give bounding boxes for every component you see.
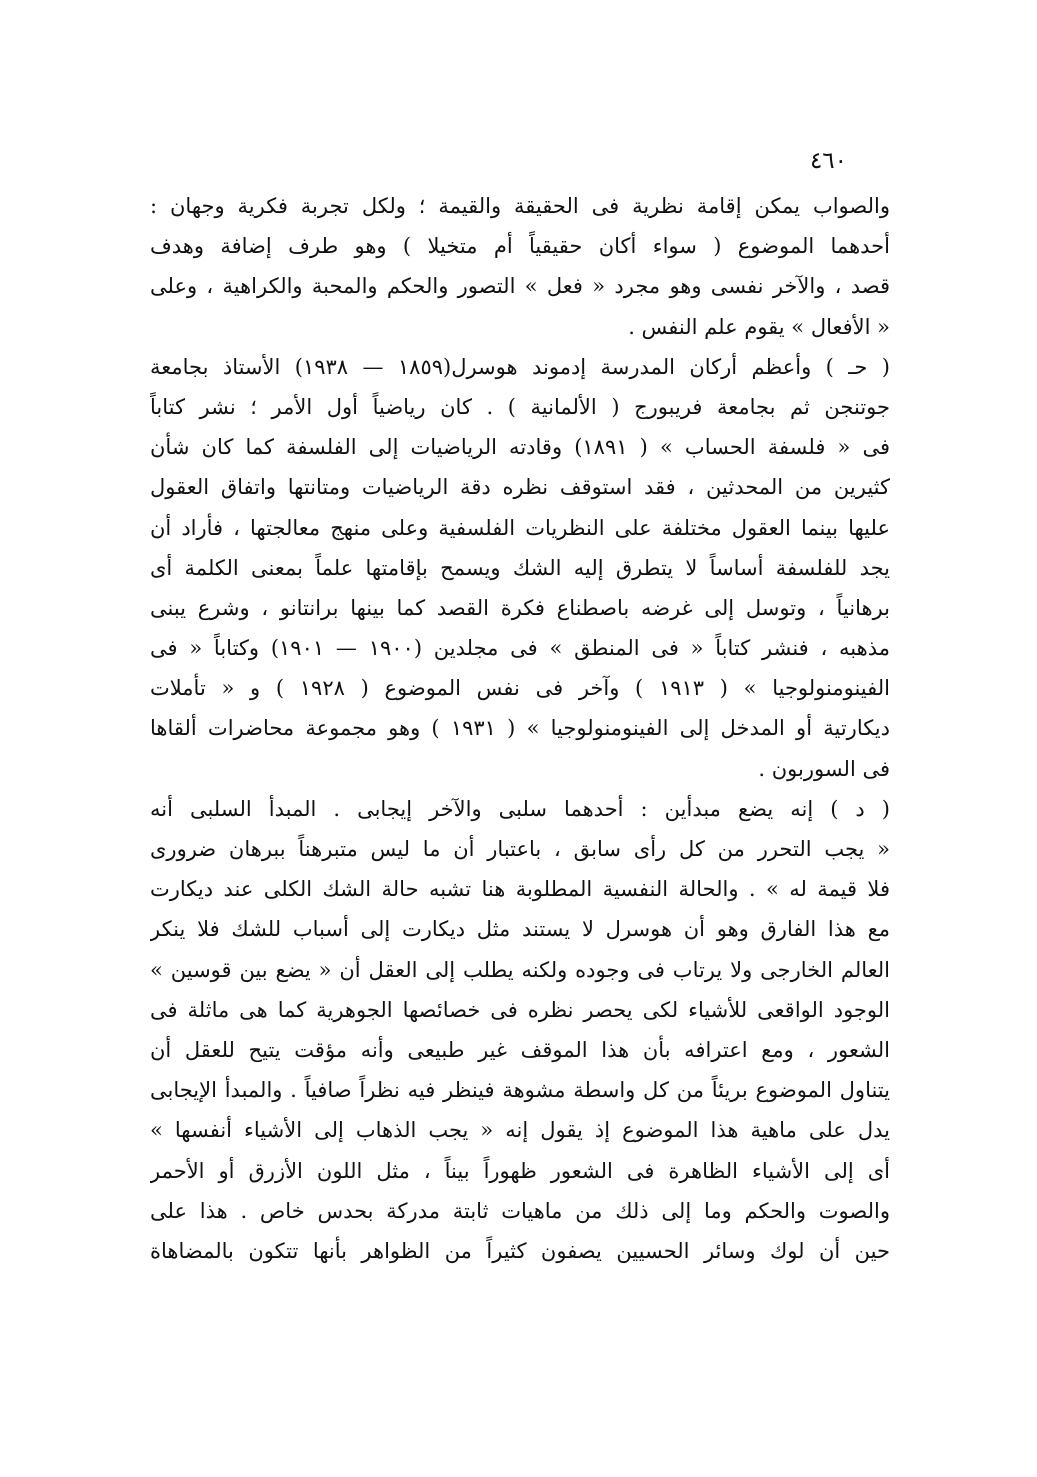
paragraph-1 [150,186,890,347]
text-line: والصوت والحكم وما إلى ذلك من ماهيات ثابتة مدركة بحدس خاص . هذا على [150,1198,890,1223]
text-line: برهانياً ، وتوسل إلى غرضه باصطناع فكرة القصد كما بينها برانتانو ، وشرع يبنى [150,595,890,620]
text-line: فلا قيمة له » . والحالة النفسية المطلوبة هنا تشبه حالة الشك الكلى عند ديكارت [150,877,890,902]
text-line: يتناول الموضوع بريئاً من كل واسطة مشوهة فينظر فيه نظراً صافياً . والمبدأ الإيجابى [150,1078,890,1103]
text-line: الوجود الواقعى للأشياء لكى يحصر نظره فى خصائصها الجوهرية كما هى ماثلة فى [150,997,890,1022]
text-line: الفينومنولوجيا » ( ١٩١٣ ) وآخر فى نفس الموضوع ( ١٩٢٨ ) و « تأملات [150,676,890,701]
text-line: الشعور ، ومع اعترافه بأن هذا الموقف غير طبيعى وأنه مؤقت يتيح للعقل أن [150,1037,890,1062]
text-line: ( د ) إنه يضع مبدأين : أحدهما سلبى والآخر إيجابى . المبدأ السلبى أنه [150,796,890,821]
text-line: حين أن لوك وسائر الحسيين يصفون كثيراً من الظواهر بأنها تتكون بالمضاهاة [150,1238,890,1263]
text-line: مع هذا الفارق وهو أن هوسرل لا يستند مثل ديكارت إلى أسباب للشك فلا ينكر [150,917,890,942]
text-line: فى « فلسفة الحساب » ( ١٨٩١) وقادته الرياضيات إلى الفلسفة كما كان شأن [150,435,890,460]
text-line: ( حـ ) وأعظم أركان المدرسة إدموند هوسرل(١٨٥٩ — ١٩٣٨) الأستاذ بجامعة [150,354,890,379]
paragraph-3 [150,789,890,1271]
text-line: فى السوربون . [758,756,890,781]
paragraph-2 [150,347,890,789]
text-line: عليها بينما العقول مختلفة على النظريات الفلسفية وعلى منهج معالجتها ، فأراد أن [150,515,890,540]
text-line: قصد ، والآخر نفسى وهو مجرد « فعل » التصور والحكم والمحبة والكراهية ، وعلى [150,274,890,299]
text-line: العالم الخارجى ولا يرتاب فى وجوده ولكنه يطلب إلى العقل أن « يضع بين قوسين » [150,957,890,982]
text-line: يجد للفلسفة أساساً لا يتطرق إليه الشك ويسمح بإقامتها علماً بمعنى الكلمة أى [150,555,890,580]
text-line: « يجب التحرر من كل رأى سابق ، باعتبار أن ما ليس متبرهناً ببرهان ضرورى [150,837,890,861]
text-line: والصواب يمكن إقامة نظرية فى الحقيقة والقيمة ؛ ولكل تجربة فكرية وجهان : [150,194,890,218]
text-line: ديكارتية أو المدخل إلى الفينومنولوجيا » ( ١٩٣١ ) وهو مجموعة محاضرات ألقاها [150,716,890,741]
text-line: أحدهما الموضوع ( سواء أكان حقيقياً أم متخيلا ) وهو طرف إضافة وهدف [150,234,890,259]
page-number: ٤٦٠ [809,148,847,174]
text-line: مذهبه ، فنشر كتاباً « فى المنطق » فى مجلدين (١٩٠٠ — ١٩٠١) وكتاباً « فى [150,636,890,661]
text-line: يدل على ماهية هذا الموضوع إذ يقول إنه « يجب الذهاب إلى الأشياء أنفسها » [150,1118,890,1143]
text-line: « الأفعال » يقوم علم النفس . [628,314,890,339]
text-line: أى إلى الأشياء الظاهرة فى الشعور ظهوراً بيناً ، مثل اللون الأزرق أو الأحمر [150,1158,890,1183]
text-line: كثيرين من المحدثين ، فقد استوقف نظره دقة الرياضيات ومتانتها واتفاق العقول [150,475,890,500]
body-text [150,186,890,1271]
text-line: جوتنجن ثم بجامعة فريبورج ( الألمانية ) . كان رياضياً أول الأمر ؛ نشر كتاباً [150,394,890,419]
